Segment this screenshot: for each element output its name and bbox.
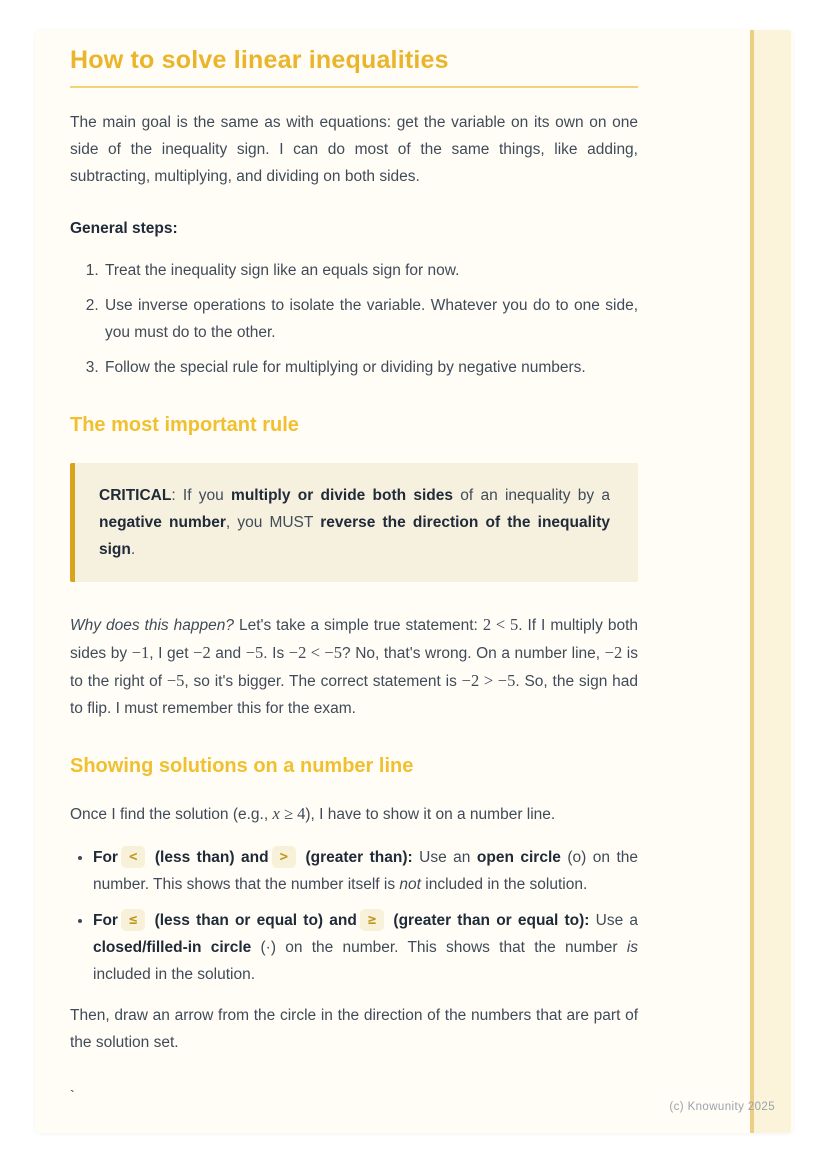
text-segment: reverse the direction of the inequality sign (99, 514, 611, 558)
math-expression: −2 < −5 (288, 643, 342, 662)
text-segment: not (399, 876, 421, 893)
text-segment: of an inequality by a (453, 487, 611, 504)
copyright-watermark: (c) Knowunity 2025 (669, 1101, 775, 1113)
stray-backtick: ` (70, 1087, 75, 1103)
text-segment: is (626, 939, 639, 956)
document-page (35, 30, 793, 1133)
text-segment: negative number (99, 514, 226, 531)
math-expression: −5 (166, 671, 185, 690)
text-segment: Use a (595, 912, 638, 929)
why-paragraph (70, 611, 638, 722)
general-steps-label: General steps: (70, 220, 178, 237)
list-item (93, 907, 638, 988)
section-heading-number-line: Showing solutions on a number line (70, 755, 414, 777)
text-segment: . (130, 541, 136, 558)
text-segment: : If you (171, 487, 232, 504)
text-segment: Use an (419, 849, 477, 866)
text-segment: (o) on the number. This shows that the number itself is (93, 849, 639, 893)
text-segment: and (210, 645, 246, 662)
intro-paragraph: The main goal is the same as with equations: get the variable on its own on one side of the inequality sign. I can do most of the same things, like adding, subtracting, multiplying, and dividing on both sides. (70, 114, 638, 185)
text-segment: Once I find the solution (e.g., (70, 806, 273, 823)
list-item: 1. Treat the inequality sign like an equals sign for now. (103, 257, 638, 284)
text-segment: ), I have to show it on a number line. (305, 806, 556, 823)
math-expression: −5 (245, 643, 264, 662)
text-segment: , so it's bigger. The correct statement is (184, 673, 462, 690)
text-segment: open circle (476, 849, 561, 866)
text-segment: , I get (149, 645, 194, 662)
math-expression: −2 (193, 643, 211, 662)
text-segment: . So, the sign had to flip. I must remember this for the exam. (70, 673, 639, 717)
text-segment: (less than or equal to) and (148, 912, 357, 929)
text-segment: For (93, 849, 118, 866)
document-content (70, 45, 638, 1109)
math-expression: 2 < 5 (482, 615, 519, 634)
critical-callout (70, 463, 638, 582)
text-segment: For (93, 912, 118, 929)
page-edge-stripe (750, 30, 791, 1133)
text-segment: . If I multiply both sides by (70, 617, 639, 662)
section-heading-rule: The most important rule (70, 414, 299, 436)
less-equal-badge: ≤ (121, 909, 145, 931)
math-expression: −2 > −5 (461, 671, 516, 690)
text-segment: multiply or divide both sides (231, 487, 454, 504)
text-segment: Let's take a simple true statement: (233, 617, 483, 634)
greater-equal-badge: ≥ (360, 909, 384, 931)
once-paragraph (70, 800, 638, 828)
greater-than-badge: > (272, 846, 296, 868)
circle-rules-list (70, 844, 638, 988)
math-expression: −1 (131, 643, 150, 662)
title-underline (70, 86, 638, 88)
text-segment: , you MUST (225, 514, 321, 531)
text-segment: closed/filled-in circle (93, 939, 252, 956)
text-segment: (greater than or equal to): (387, 912, 596, 929)
less-than-badge: < (121, 846, 145, 868)
list-item: 2. Use inverse operations to isolate the variable. Whatever you do to one side, you must do to the other. (103, 292, 638, 346)
general-steps-list (70, 257, 638, 381)
text-segment: ? No, that's wrong. On a number line, (342, 645, 605, 662)
math-expression: ≥ 4 (279, 804, 306, 823)
math-expression: −2 (604, 643, 623, 662)
page-title: How to solve linear inequalities (70, 46, 449, 74)
text-segment: included in the solution. (420, 876, 588, 893)
math-variable: x (272, 804, 280, 823)
text-segment: (·) on the number. This shows that the number (251, 939, 627, 956)
text-segment: CRITICAL (99, 487, 172, 504)
text-segment: included in the solution. (93, 966, 256, 983)
text-segment: . Is (263, 645, 289, 662)
text-segment: (less than) and (148, 849, 269, 866)
text-segment: Why does this happen? (70, 617, 234, 634)
list-item: 3. Follow the special rule for multiplying or dividing by negative numbers. (103, 354, 638, 381)
text-segment: (greater than): (299, 849, 420, 866)
list-item (93, 844, 638, 898)
then-paragraph: Then, draw an arrow from the circle in the direction of the numbers that are part of the solution set. (70, 1007, 638, 1051)
text-segment: is to the right of (70, 645, 638, 690)
